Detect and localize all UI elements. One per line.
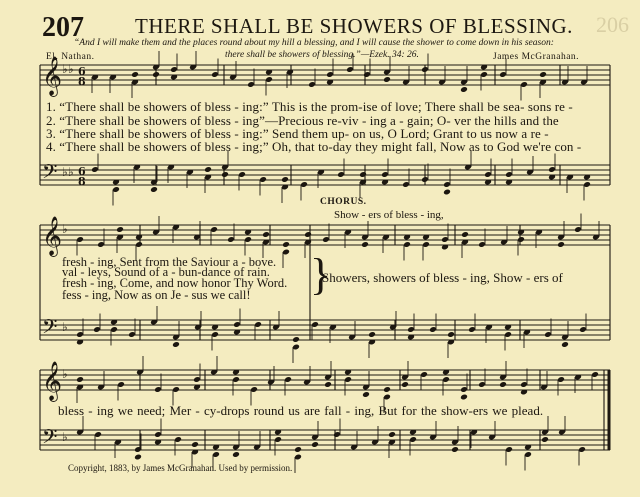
notehead: [383, 386, 391, 393]
bleed-through-page-number: 206: [596, 12, 629, 37]
stanza-ending-2: val - leys, Sound of a - bun-dance of rain.: [62, 265, 270, 279]
notehead: [541, 436, 549, 443]
notehead: [281, 176, 289, 183]
notehead: [460, 394, 468, 401]
notehead: [304, 231, 312, 238]
stanza-ending-4: fess - ing, Now as on Je - sus we call!: [62, 288, 251, 302]
refrain-line: Showers, showers of bless - ing, Show - ers of: [322, 270, 563, 285]
notehead: [461, 231, 469, 238]
notehead: [150, 186, 158, 193]
bass-clef-icon: 𝄢: [42, 425, 58, 453]
chorus-upper-words: Show - ers of bless - ing,: [334, 209, 444, 221]
hymn-number: 207: [42, 12, 84, 43]
notehead: [134, 454, 142, 461]
notehead: [499, 381, 507, 388]
notehead: [204, 166, 212, 173]
svg-text:6: 6: [78, 165, 86, 178]
treble-clef-icon: 𝄞: [42, 56, 63, 96]
notehead: [368, 331, 376, 338]
notehead: [388, 431, 396, 438]
brace: }: [310, 250, 332, 299]
svg-text:8: 8: [78, 175, 86, 188]
stanza-ending-1: fresh - ing, Sent from the Saviour a - bove.: [62, 255, 277, 269]
notehead: [292, 336, 300, 343]
svg-text:8: 8: [78, 75, 86, 88]
notehead: [116, 226, 124, 233]
flat-icon: ♭: [62, 165, 68, 179]
verse-4: 4. “There shall be showers of bless - ing;” Oh, that to-day they might fall, Now as to God we're con -: [46, 139, 582, 154]
notehead: [359, 171, 367, 178]
notehead: [172, 341, 180, 348]
flat-icon: ♭: [68, 62, 74, 76]
scripture-quote-line-2: there shall be showers of blessing.”—Ezek. 34: 26.: [225, 50, 419, 60]
treble-clef-icon: 𝄞: [42, 216, 63, 256]
hymn-title: THERE SHALL BE SHOWERS OF BLESSING.: [135, 14, 573, 38]
notehead: [447, 331, 455, 338]
notehead: [324, 381, 332, 388]
notehead: [131, 71, 139, 78]
treble-clef-icon: 𝄞: [42, 361, 63, 401]
notehead: [443, 189, 451, 196]
verse-2: 2. “There shall be showers of bless - ing”—Precious re-viv - ing a - gain; O- ver the hills and the: [46, 113, 559, 128]
notehead: [262, 231, 270, 238]
flat-icon: ♭: [62, 320, 68, 334]
notehead: [221, 171, 229, 178]
notehead: [152, 71, 160, 78]
notehead: [282, 241, 290, 248]
notehead: [451, 446, 459, 453]
verse-1: 1. “There shall be showers of bless - ing:” This is the prom-ise of love; There shall be sea- sons re -: [46, 99, 573, 114]
verse-3: 3. “There shall be showers of bless - ing:” Send them up- on us, O Lord; Grant to us now a re -: [46, 126, 549, 141]
composer-credit: James McGranahan.: [493, 52, 580, 62]
flat-icon: ♭: [62, 62, 68, 76]
chorus-label: CHORUS.: [320, 197, 367, 207]
notehead: [362, 391, 370, 398]
notehead: [361, 241, 369, 248]
notehead: [539, 71, 547, 78]
flat-icon: ♭: [62, 222, 68, 236]
flat-icon: ♭: [62, 430, 68, 444]
flat-icon: ♭: [62, 367, 68, 381]
notehead: [232, 451, 240, 458]
notehead: [401, 381, 409, 388]
lyricist-credit: El. Nathan.: [46, 52, 95, 62]
stanza-ending-3: fresh - ing, Come, and now honor Thy Word.: [62, 276, 288, 290]
notehead: [557, 241, 565, 248]
copyright-notice: Copyright, 1883, by James McGranahan. Used by permission.: [68, 463, 293, 473]
bass-clef-icon: 𝄢: [42, 315, 58, 343]
notehead: [311, 441, 319, 448]
bass-clef-icon: 𝄢: [42, 160, 58, 188]
notehead: [383, 76, 391, 83]
svg-text:6: 6: [78, 65, 86, 78]
notehead: [294, 446, 302, 453]
notehead: [561, 341, 569, 348]
flat-icon: ♭: [68, 165, 74, 179]
final-lyric-line: bless - ing we need; Mer - cy-drops round us are fall - ing, But for the show-ers we plead.: [58, 403, 544, 418]
notehead: [76, 376, 84, 383]
scripture-quote-line-1: “And I will make them and the places round about my hill a blessing, and I will cause the shower to come down in his season:: [74, 38, 554, 48]
notehead: [460, 86, 468, 93]
notehead: [191, 441, 199, 448]
